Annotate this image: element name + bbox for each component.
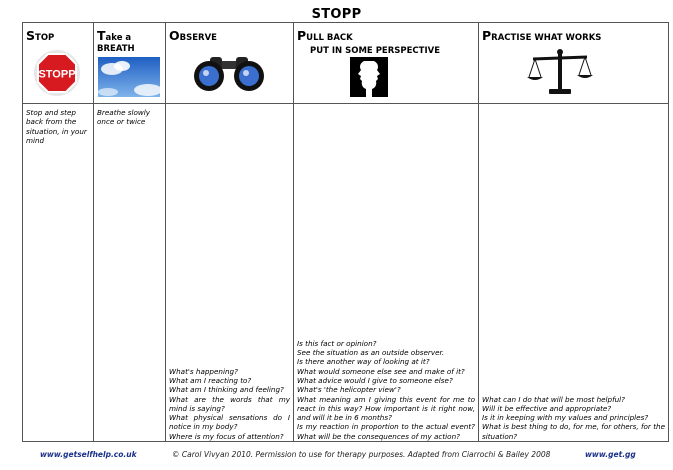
getselfhelp-link[interactable]: www.getselfhelp.co.uk — [40, 450, 137, 459]
list-item: Will it be effective and appropriate? — [482, 403, 612, 413]
binoculars-icon — [192, 49, 266, 93]
body-observe — [166, 104, 294, 442]
list-item: What would someone else see and make of it? — [297, 366, 465, 376]
header-take-a-breath — [94, 23, 166, 104]
list-item: What am I thinking and feeling? — [169, 385, 284, 395]
header-pull-back — [294, 23, 479, 104]
list-item: What are the words that my mind is saying? — [169, 394, 290, 413]
list-item: What physical sensations do I notice in my body? — [169, 413, 290, 432]
copyright-credit: © Carol Vivyan 2010. Permission to use for therapy purposes. Adapted from Ciarrochi & Bailey 2008 — [172, 450, 551, 459]
heading-take-a-breath: Take a BREATH — [97, 28, 135, 54]
stop-sign-icon — [33, 49, 81, 97]
body-take-a-breath — [94, 104, 166, 442]
header-stop — [23, 23, 94, 104]
list-item: Is this fact or opinion? — [297, 338, 377, 348]
heading-observe: OBSERVE — [169, 28, 217, 43]
sky-breath-icon — [98, 57, 160, 97]
list-item: What's 'the helicopter view'? — [297, 385, 401, 395]
header-observe — [166, 23, 294, 104]
page-title: STOPP — [311, 7, 362, 22]
body-stop — [23, 104, 94, 442]
list-item: Is my reaction in proportion to the actual event? What will be the consequences of my action? — [297, 422, 475, 441]
scales-icon — [525, 47, 595, 97]
observe-questions — [169, 367, 290, 441]
list-item: What advice would I give to someone else? — [297, 375, 453, 385]
body-practise — [479, 104, 669, 442]
get-gg-link[interactable]: www.get.gg — [585, 450, 636, 459]
heading-stop: STOP — [26, 28, 55, 43]
pull-back-questions — [297, 339, 475, 441]
list-item: Is there another way of looking at it? — [297, 357, 430, 367]
practise-questions — [482, 395, 665, 441]
list-item: What's happening? — [169, 366, 238, 376]
subheading-perspective: PUT IN SOME PERSPECTIVE — [310, 46, 441, 56]
stopp-table — [22, 22, 669, 442]
stop-sign-text: STOPP — [38, 68, 76, 81]
list-item: What is best thing to do, for me, for others, for the situation? — [482, 422, 665, 441]
list-item: Is it in keeping with my values and principles? — [482, 413, 649, 423]
header-practise — [479, 23, 669, 104]
breath-note: Breathe slowly once or twice — [97, 108, 151, 127]
faces-vase-icon — [350, 57, 388, 97]
heading-practise: PRACTISE WHAT WORKS — [482, 28, 602, 43]
heading-pull-back: PULL BACK — [297, 28, 353, 43]
stop-note: Stop and step back from the situation, in your mind — [26, 108, 87, 145]
list-item: What am I reacting to? — [169, 375, 252, 385]
list-item: Where is my focus of attention? — [169, 431, 284, 441]
body-pull-back — [294, 104, 479, 442]
list-item: What meaning am I giving this event for me to react in this way? How important is it right now, and will it be in 6 months? — [297, 394, 475, 423]
list-item: See the situation as an outside observer. — [297, 348, 445, 358]
list-item: What can I do that will be most helpful? — [482, 394, 625, 404]
